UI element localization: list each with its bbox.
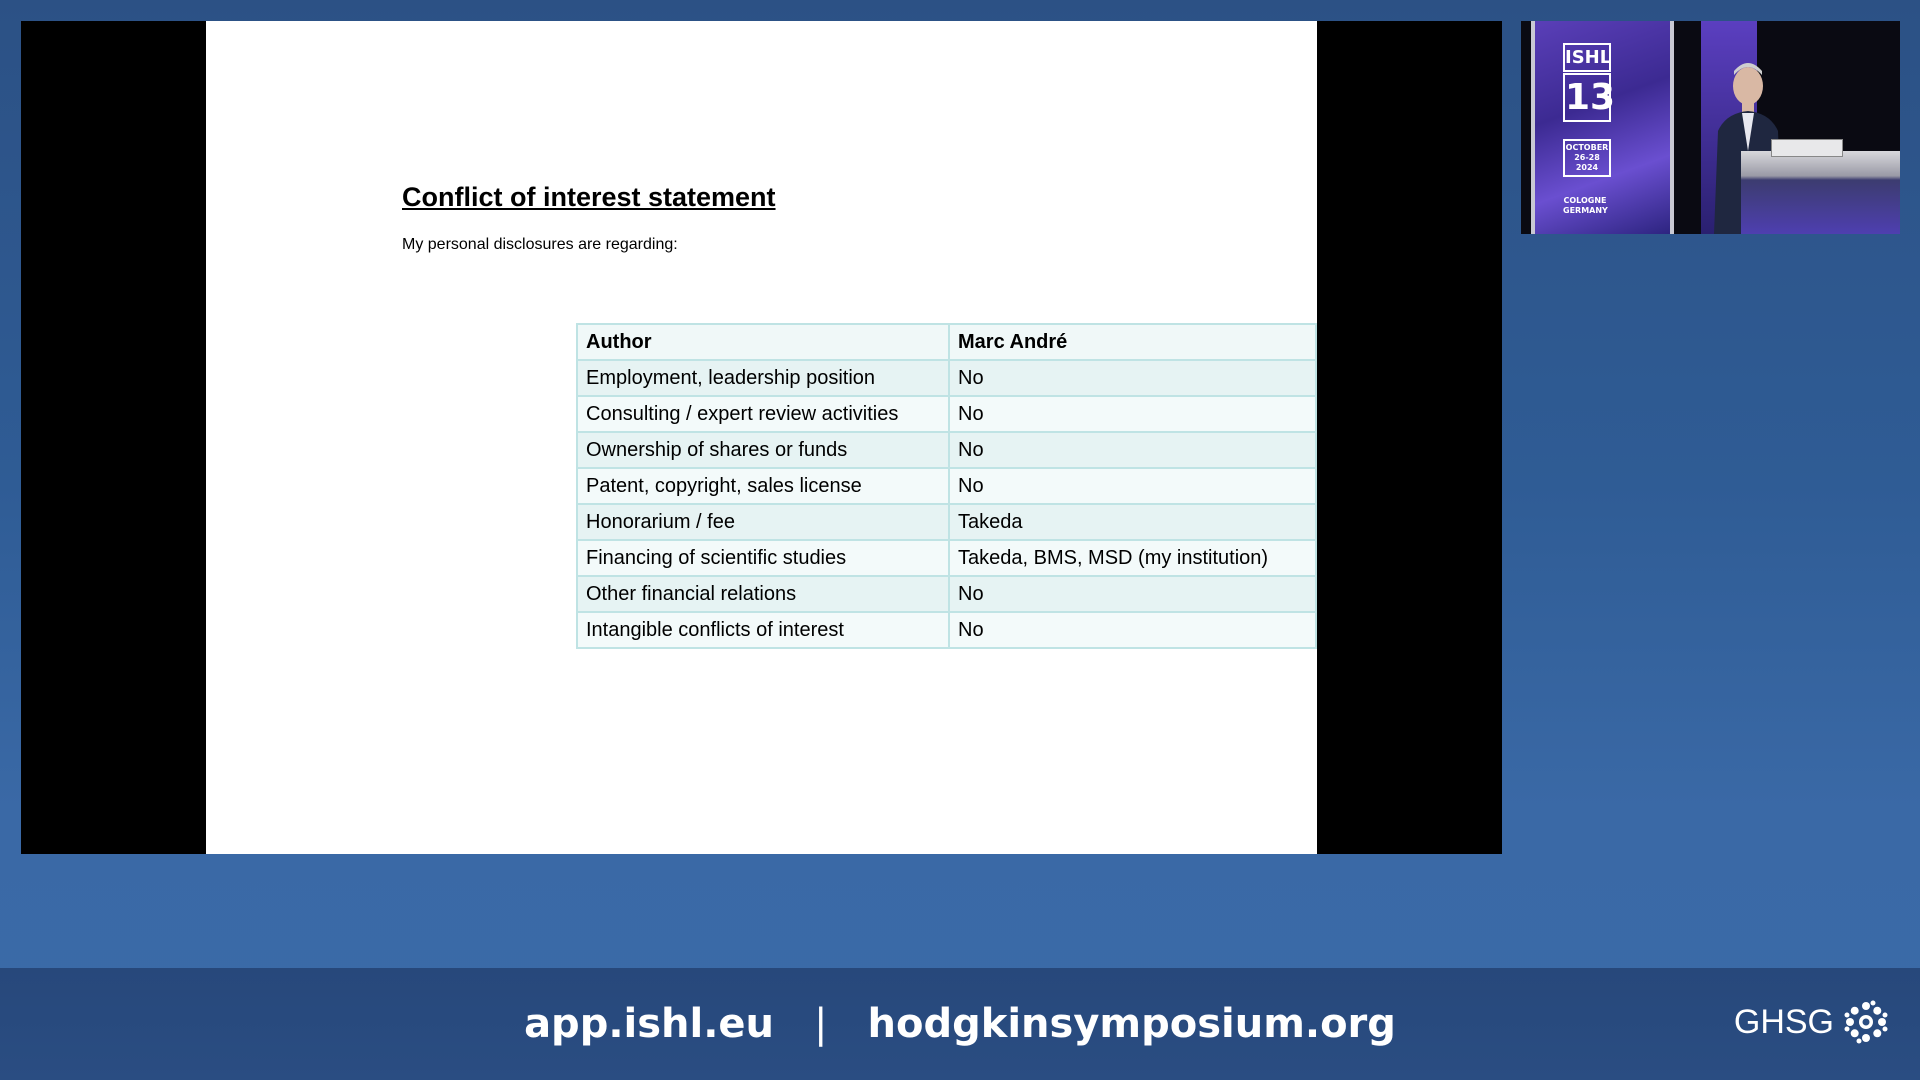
table-cell-value: Takeda, BMS, MSD (my institution) <box>949 540 1316 576</box>
presentation-slide-frame <box>21 21 1502 854</box>
banner-text: 13 <box>1563 73 1611 122</box>
ghsg-logo-text: GHSG <box>1733 1002 1834 1041</box>
table-row <box>577 396 1316 432</box>
footer-bar <box>0 968 1920 1080</box>
footer-links <box>0 968 1920 1080</box>
table-cell-category: Ownership of shares or funds <box>577 432 949 468</box>
table-row <box>577 504 1316 540</box>
ghsg-logo <box>1734 998 1890 1046</box>
table-cell-category: Consulting / expert review activities <box>577 396 949 432</box>
table-cell-category: Other financial relations <box>577 576 949 612</box>
table-cell-value: No <box>949 396 1316 432</box>
table-row <box>577 612 1316 648</box>
podium <box>1741 151 1900 234</box>
slide-subtitle: My personal disclosures are regarding: <box>402 236 678 253</box>
table-cell-value: No <box>949 360 1316 396</box>
table-cell-value: Takeda <box>949 504 1316 540</box>
podium-nameplate <box>1771 139 1843 157</box>
table-cell-category: Intangible conflicts of interest <box>577 612 949 648</box>
disclosure-table <box>576 323 1317 649</box>
footer-separator: | <box>814 1001 828 1047</box>
table-row <box>577 468 1316 504</box>
table-cell-value: No <box>949 468 1316 504</box>
table-cell-value: No <box>949 576 1316 612</box>
ghsg-logo-icon <box>1842 998 1890 1046</box>
table-header-cell: Marc André <box>949 324 1316 360</box>
banner-text: COLOGNE GERMANY <box>1563 196 1608 215</box>
table-cell-value: No <box>949 612 1316 648</box>
banner-text: ISHL <box>1563 43 1611 72</box>
table-header-cell: Author <box>577 324 949 360</box>
table-cell-category: Patent, copyright, sales license <box>577 468 949 504</box>
table-row <box>577 540 1316 576</box>
footer-link-app[interactable]: app.ishl.eu <box>524 1001 775 1047</box>
table-header-row <box>577 324 1316 360</box>
presentation-slide <box>206 21 1317 854</box>
table-cell-category: Financing of scientific studies <box>577 540 949 576</box>
banner-text: OCTOBER 26-28 2024 <box>1563 139 1611 177</box>
table-row <box>577 360 1316 396</box>
table-cell-category: Honorarium / fee <box>577 504 949 540</box>
speaker-video-feed <box>1521 21 1900 234</box>
table-row <box>577 576 1316 612</box>
table-cell-category: Employment, leadership position <box>577 360 949 396</box>
footer-link-website[interactable]: hodgkinsymposium.org <box>867 1001 1396 1047</box>
ishl-banner <box>1531 21 1674 234</box>
slide-title: Conflict of interest statement <box>402 182 776 212</box>
table-cell-value: No <box>949 432 1316 468</box>
table-row <box>577 432 1316 468</box>
